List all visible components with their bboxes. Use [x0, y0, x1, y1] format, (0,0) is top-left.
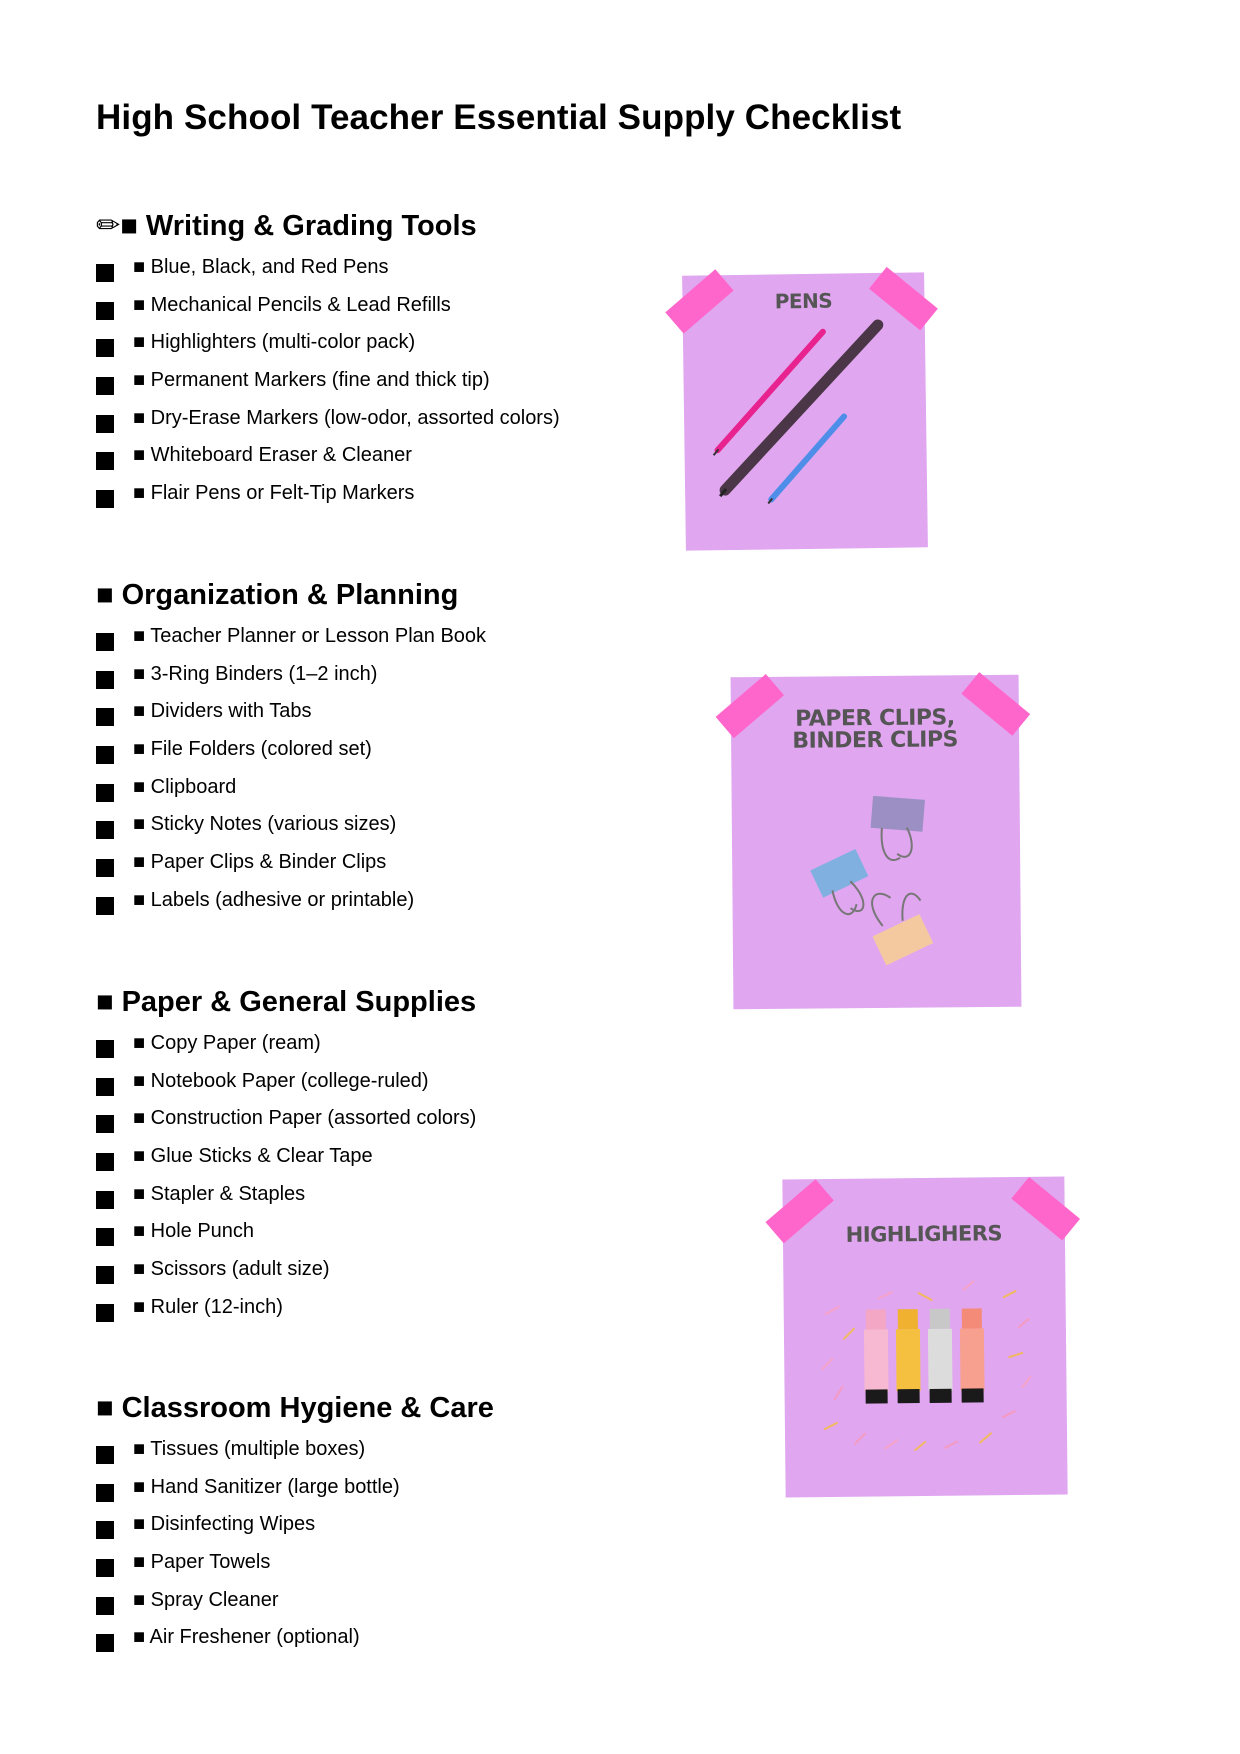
- checkbox[interactable]: [96, 1597, 114, 1615]
- section-hygiene-care: [96, 1390, 494, 1662]
- checklist-item: [96, 698, 458, 736]
- checklist-item: [96, 774, 458, 812]
- checklist-item: [96, 1030, 476, 1068]
- item-label: ■ Whiteboard Eraser & Cleaner: [133, 444, 412, 467]
- checklist-item: [96, 811, 458, 849]
- sticky-note-pens: [682, 272, 928, 550]
- item-label: ■ Hole Punch: [133, 1220, 255, 1243]
- checkbox[interactable]: [96, 1266, 114, 1284]
- item-label: ■ Scissors (adult size): [133, 1258, 330, 1281]
- item-label: ■ 3-Ring Binders (1–2 inch): [133, 662, 378, 685]
- checklist: [96, 1436, 494, 1662]
- item-label: ■ Ruler (12-inch): [133, 1295, 283, 1318]
- item-label: ■ Disinfecting Wipes: [133, 1513, 316, 1536]
- item-label: ■ Highlighters (multi-color pack): [133, 331, 416, 354]
- checkbox[interactable]: [96, 1040, 114, 1058]
- checklist-item: [96, 661, 458, 699]
- checklist-item: [96, 329, 477, 367]
- checklist-item: [96, 1511, 494, 1549]
- item-label: ■ Blue, Black, and Red Pens: [133, 256, 389, 278]
- checklist-item: [96, 480, 477, 518]
- item-label: ■ Labels (adhesive or printable): [133, 888, 415, 911]
- item-label: ■ Dividers with Tabs: [133, 700, 312, 723]
- checkbox[interactable]: [96, 1446, 114, 1464]
- checkbox[interactable]: [96, 490, 114, 508]
- item-label: ■ Glue Sticks & Clear Tape: [133, 1145, 373, 1168]
- item-label: ■ Teacher Planner or Lesson Plan Book: [133, 625, 487, 647]
- checklist-item: [96, 1474, 494, 1512]
- checklist-item: [96, 887, 458, 925]
- item-label: ■ Mechanical Pencils & Lead Refills: [133, 293, 451, 316]
- item-label: ■ Paper Clips & Binder Clips: [133, 851, 387, 874]
- checkbox[interactable]: [96, 821, 114, 839]
- checkbox[interactable]: [96, 1559, 114, 1577]
- checkbox[interactable]: [96, 339, 114, 357]
- checklist-item: [96, 736, 458, 774]
- checklist-item: [96, 292, 477, 330]
- item-label: ■ Spray Cleaner: [133, 1588, 279, 1611]
- section-heading: ✏■ Writing & Grading Tools: [96, 210, 477, 242]
- section-paper-general: [96, 984, 476, 1332]
- checkbox[interactable]: [96, 1521, 114, 1539]
- checkbox[interactable]: [96, 897, 114, 915]
- checkbox[interactable]: [96, 859, 114, 877]
- checkbox[interactable]: [96, 302, 114, 320]
- item-label: ■ Notebook Paper (college-ruled): [133, 1069, 429, 1092]
- item-label: ■ Copy Paper (ream): [133, 1032, 321, 1054]
- checklist-item: [96, 1068, 476, 1106]
- checkbox[interactable]: [96, 1634, 114, 1652]
- checklist-item: [96, 442, 477, 480]
- section-heading: ■ Organization & Planning: [96, 579, 459, 611]
- checklist-item: [96, 1624, 494, 1662]
- checklist-item: [96, 1105, 476, 1143]
- checklist-item: [96, 849, 458, 887]
- checkbox[interactable]: [96, 377, 114, 395]
- checkbox[interactable]: [96, 1153, 114, 1171]
- item-label: ■ Construction Paper (assorted colors): [133, 1107, 477, 1130]
- item-label: ■ Air Freshener (optional): [133, 1626, 360, 1649]
- checklist-item: [96, 1143, 476, 1181]
- checklist: [96, 623, 487, 925]
- checkbox[interactable]: [96, 415, 114, 433]
- highlighters-illustration: [782, 1177, 1067, 1498]
- checkbox[interactable]: [96, 633, 114, 651]
- checklist-item: [96, 1436, 494, 1474]
- checklist: [96, 254, 560, 518]
- section-heading: ■ Paper & General Supplies: [96, 986, 477, 1018]
- checklist-item: [96, 1294, 476, 1332]
- checklist-item: [96, 1218, 476, 1256]
- item-label: ■ Sticky Notes (various sizes): [133, 813, 397, 836]
- item-label: ■ Hand Sanitizer (large bottle): [133, 1475, 400, 1498]
- item-label: ■ Tissues (multiple boxes): [133, 1438, 366, 1460]
- checkbox[interactable]: [96, 1115, 114, 1133]
- section-heading: ■ Classroom Hygiene & Care: [96, 1392, 494, 1424]
- checklist-item: [96, 367, 490, 405]
- checklist-item: [96, 254, 477, 292]
- item-label: ■ Paper Towels: [133, 1551, 271, 1574]
- checkbox[interactable]: [96, 452, 114, 470]
- checkbox[interactable]: [96, 1078, 114, 1096]
- checkbox[interactable]: [96, 746, 114, 764]
- sticky-note-highlighters: [782, 1177, 1067, 1498]
- checkbox[interactable]: [96, 708, 114, 726]
- checklist-item: [96, 1549, 494, 1587]
- sticky-note-clips: [731, 675, 1022, 1010]
- item-label: ■ File Folders (colored set): [133, 738, 372, 761]
- clips-illustration: [731, 675, 1022, 1010]
- checklist-item: [96, 623, 487, 661]
- note-label: PENS: [774, 288, 833, 314]
- item-label: ■ Clipboard: [133, 775, 237, 798]
- checkbox[interactable]: [96, 671, 114, 689]
- checklist: [96, 1030, 476, 1332]
- item-label: ■ Stapler & Staples: [133, 1182, 306, 1205]
- note-label-line: PAPER CLIPS,: [795, 705, 955, 732]
- section-writing-grading: [96, 208, 560, 518]
- checkbox[interactable]: [96, 1191, 114, 1209]
- checkbox[interactable]: [96, 1304, 114, 1322]
- checkbox[interactable]: [96, 1228, 114, 1246]
- item-label: ■ Permanent Markers (fine and thick tip): [133, 369, 490, 392]
- checklist-item: [96, 405, 560, 443]
- note-label-line: BINDER CLIPS: [792, 727, 959, 754]
- checkbox[interactable]: [96, 1484, 114, 1502]
- checklist-item: [96, 1587, 494, 1625]
- pens-illustration: [682, 272, 928, 550]
- page-title: High School Teacher Essential Supply Checklist: [96, 98, 902, 137]
- checkbox[interactable]: [96, 784, 114, 802]
- checklist-item: [96, 1256, 476, 1294]
- checkbox[interactable]: [96, 264, 114, 282]
- item-label: ■ Dry-Erase Markers (low-odor, assorted colors): [133, 406, 560, 429]
- section-organization-planning: [96, 577, 487, 925]
- checklist-item: [96, 1181, 476, 1219]
- note-label: HIGHLIGHERS: [845, 1221, 1003, 1247]
- item-label: ■ Flair Pens or Felt-Tip Markers: [133, 482, 415, 505]
